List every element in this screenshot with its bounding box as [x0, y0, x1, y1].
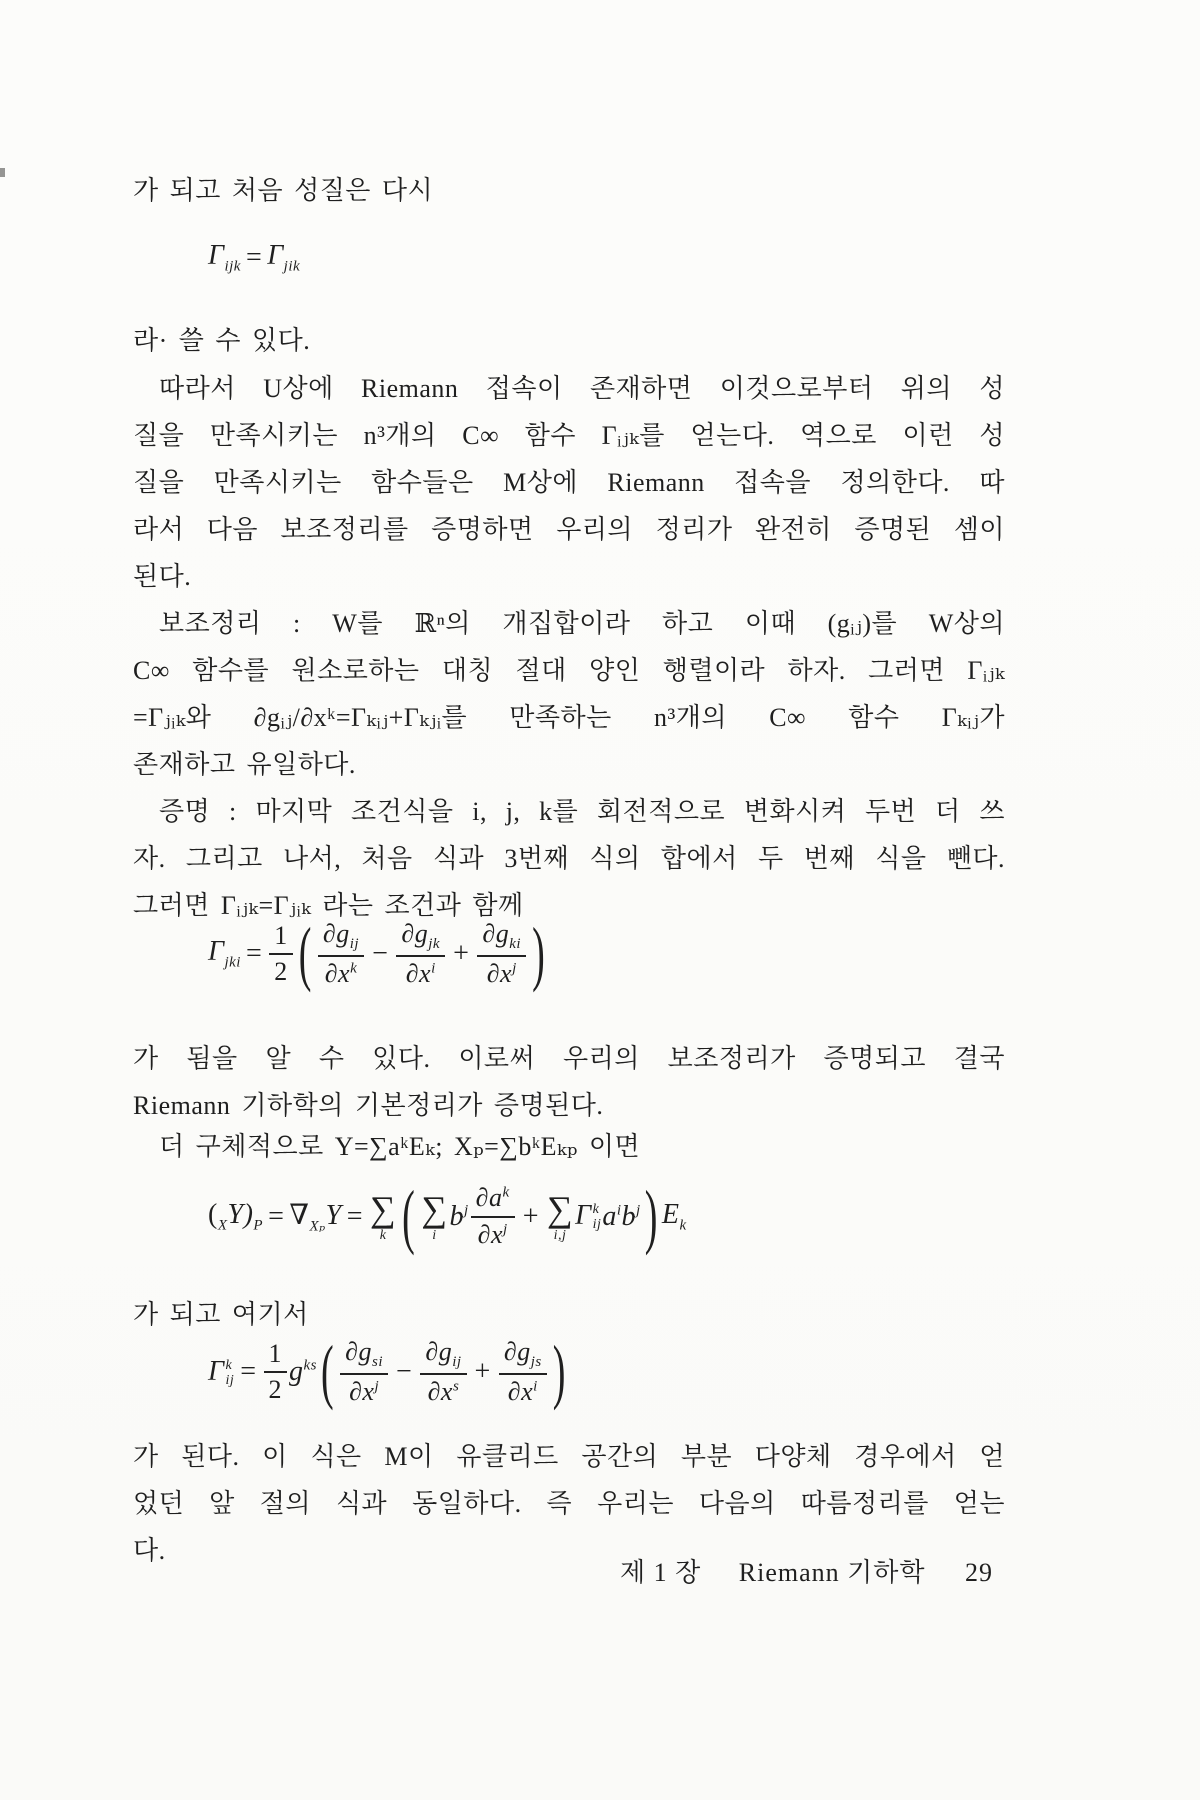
plus-sign: +	[474, 1356, 491, 1388]
text-line: 다.	[133, 1536, 166, 1565]
minus-sign: −	[372, 938, 389, 970]
footer-page-number: 29	[965, 1558, 993, 1587]
fraction-dg-dx: $\frac{\partial g_{si}}{\partial x^j}$	[340, 1336, 388, 1408]
close-paren: )	[532, 914, 546, 995]
lemma-line: 존재하고 유일하다.	[133, 750, 356, 779]
text-line: 질을 만족시키는 함수들은 M상에 Riemann 접속을 정의한다. 따	[133, 468, 1005, 497]
display-equation-christoffel-first-kind	[208, 914, 549, 995]
math-b-j: $b^j$	[449, 1200, 469, 1232]
text-line: 된다.	[133, 562, 192, 591]
footer-chapter: 제 1 장	[620, 1558, 702, 1587]
text-line: 가 된다. 이 식은 M이 유클리드 공간의 부분 다양체 경우에서 얻	[133, 1442, 1005, 1471]
proof-line: 자. 그리고 나서, 처음 식과 3번째 식의 합에서 두 번째 식을 뺀다.	[133, 844, 1005, 873]
plus-sign: +	[453, 938, 470, 970]
open-paren: (	[402, 1176, 416, 1257]
close-paren: )	[552, 1332, 566, 1413]
math-gamma-right: $\Gamma_{jik}$	[267, 240, 301, 275]
math-gamma-k-ij: Γ k ij	[575, 1200, 602, 1232]
scan-artifact	[0, 168, 5, 177]
lemma-line: C∞ 함수를 원소로하는 대칭 절대 양인 행렬이라 하자. 그러면 Γᵢⱼₖ	[133, 656, 1005, 685]
math-gamma-left: $\Gamma_{ijk}$	[208, 240, 241, 275]
proof-line: 그러면 Γᵢⱼₖ=Γⱼᵢₖ 라는 조건과 함께	[133, 891, 524, 920]
equals-sign: =	[240, 1356, 257, 1388]
fraction-dg-dx: $\frac{\partial g_{ij}}{\partial x^k}$	[318, 918, 364, 990]
fraction-dg-dx: $\frac{\partial g_{js}}{\partial x^i}$	[499, 1336, 547, 1408]
minus-sign: −	[396, 1356, 413, 1388]
equals-sign: =	[268, 1200, 285, 1232]
text-line: 따라서 U상에 Riemann 접속이 존재하면 이것으로부터 위의 성	[159, 374, 1005, 403]
text-line: 라서 다음 보조정리를 증명하면 우리의 정리가 완전히 증명된 셈이	[133, 515, 1005, 544]
fraction-dg-dx: $\frac{\partial g_{ki}}{\partial x^j}$	[477, 918, 526, 990]
text-line-after-formula: 라· 쓸 수 있다.	[133, 326, 311, 355]
close-paren: )	[644, 1176, 658, 1257]
text-line: 었던 앞 절의 식과 동일하다. 즉 우리는 다음의 따름정리를 얻는	[133, 1489, 1005, 1518]
open-paren: (	[321, 1332, 335, 1413]
display-equation-christoffel-second-kind	[208, 1332, 570, 1413]
equals-sign: =	[245, 241, 263, 273]
text-line-intro: 가 되고 처음 성질은 다시	[133, 176, 434, 205]
sum-over-i: ∑ i	[421, 1188, 448, 1243]
equals-sign: =	[245, 938, 263, 970]
fraction-one-half: $\frac{1}{2}$	[264, 1338, 288, 1407]
math-nabla-xp-y: $\nabla_{X_p}Y$	[289, 1199, 342, 1235]
fraction-da-dx: $\frac{\partial a^k}{\partial x^j}$	[471, 1182, 515, 1251]
proof-line: 증명 : 마지막 조건식을 i, j, k를 회전적으로 변화시켜 두번 더 쓰	[159, 797, 1005, 826]
text-line: 가 됨을 알 수 있다. 이로써 우리의 보조정리가 증명되고 결국	[133, 1044, 1005, 1073]
page-footer	[133, 1552, 993, 1589]
math-e-k: $E_k$	[661, 1198, 687, 1234]
fraction-dg-dx: $\frac{\partial g_{jk}}{\partial x^i}$	[396, 918, 445, 990]
math-gamma-k-ij-lhs: Γ k ij	[208, 1356, 235, 1388]
lemma-line: 보조정리 : W를 ℝⁿ의 개집합이라 하고 이때 (gᵢⱼ)를 W상의	[159, 609, 1005, 638]
text-line-here: 가 되고 여기서	[133, 1300, 309, 1329]
fraction-one-half: $\frac{1}{2}$	[269, 920, 293, 989]
text-line: Riemann 기하학의 기본정리가 증명된다.	[133, 1091, 604, 1120]
math-gamma-lhs: $\Gamma_{jki}$	[208, 936, 241, 972]
sum-over-ij: ∑ i,j	[546, 1188, 574, 1243]
plus-sign: +	[522, 1200, 539, 1232]
display-formula-symmetry	[208, 240, 300, 276]
math-nabla-xy: $(_XY)_P$	[208, 1198, 264, 1234]
lemma-line: =Γⱼᵢₖ와 ∂gᵢⱼ/∂xᵏ=Γₖᵢⱼ+Γₖⱼᵢ를 만족하는 n³개의 C∞ 함수 Γₖᵢⱼ가	[133, 703, 1005, 732]
open-paren: (	[298, 914, 312, 995]
math-g-ks: $g^{ks}$	[289, 1356, 318, 1388]
equals-sign: =	[346, 1200, 363, 1232]
display-equation-covariant-derivative	[208, 1176, 687, 1257]
math-a-i-b-j: $a^ib^j$	[602, 1200, 641, 1232]
footer-book-title: Riemann 기하학	[738, 1558, 926, 1587]
text-line: 질을 만족시키는 n³개의 C∞ 함수 Γᵢⱼₖ를 얻는다. 역으로 이런 성	[133, 421, 1005, 450]
fraction-dg-dx: $\frac{\partial g_{ij}}{\partial x^s}$	[420, 1336, 466, 1408]
sum-over-k: ∑ k	[369, 1188, 397, 1243]
text-line-concrete: 더 구체적으로 Y=∑aᵏEₖ; Xₚ=∑bᵏEₖₚ 이면	[159, 1132, 641, 1161]
